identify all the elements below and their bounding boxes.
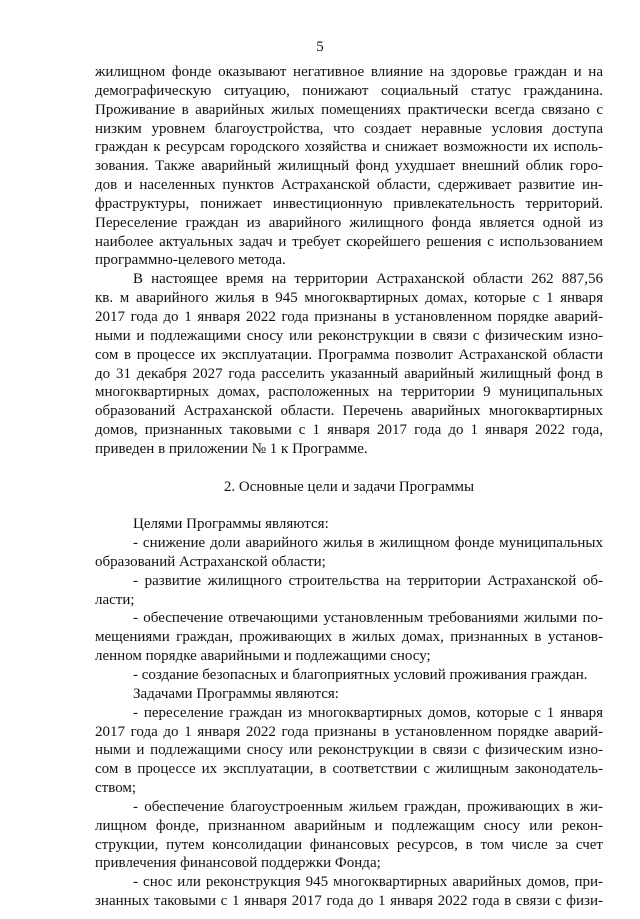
- text-line: сом в процессе их эксплуатации, в соответствии с жилищным законодатель-: [95, 761, 603, 778]
- goal-item: [95, 534, 603, 572]
- text-line: - обеспечение отвечающими установленным требованиями жилыми по-: [133, 610, 603, 627]
- text-line: приведен в приложении № 1 к Программе.: [95, 440, 368, 457]
- text-line: Проживание в аварийных жилых помещениях практически всегда связано с: [95, 101, 603, 118]
- text-line: зования. Также аварийный жилищный фонд ухудшает внешний облик горо-: [95, 158, 603, 175]
- blank-line: [95, 496, 603, 515]
- paragraph-current-situation: [95, 270, 603, 458]
- text-line: - развитие жилищного строительства на территории Астраханской об-: [133, 572, 603, 589]
- text-line: ленном порядке аварийными и подлежащими сносу;: [95, 648, 431, 665]
- tasks-intro: Задачами Программы являются:: [133, 685, 339, 702]
- blank-line: [95, 459, 603, 478]
- text-line: В настоящее время на территории Астраханской области 262 887,56: [133, 271, 603, 288]
- page-number: 5: [316, 39, 324, 55]
- text-line: программно-целевого метода.: [95, 252, 286, 269]
- text-line: мещениями граждан, проживающих в жилых домах, признанных в установ-: [95, 629, 603, 646]
- text-line: фраструктуры, понижает инвестиционную привлекательность территорий.: [95, 195, 603, 212]
- body-text: [95, 63, 603, 911]
- text-line: струкции, путем консолидации финансовых ресурсов, в том числе за счет: [95, 836, 603, 853]
- text-line: демографическую ситуацию, понижают социальный статус гражданина.: [95, 82, 603, 99]
- text-line: Переселение граждан из аварийного жилищного фонда является одной из: [95, 214, 603, 231]
- task-item: [95, 798, 603, 873]
- text-line: кв. м аварийного жилья в 945 многоквартирных домах, которые с 1 января: [95, 290, 603, 307]
- goal-item: [95, 609, 603, 666]
- text-line: образований Астраханской области;: [95, 553, 326, 570]
- text-line: ласти;: [95, 591, 135, 608]
- text-line: ными и подлежащими сносу или реконструкции в связи с физическим изно-: [95, 742, 603, 759]
- text-line: привлечения финансовой поддержки Фонда;: [95, 855, 381, 872]
- text-line: сом в процессе их эксплуатации. Программа позволит Астраханской области: [95, 346, 603, 363]
- text-line: - снос или реконструкция 945 многоквартирных аварийных домов, при-: [133, 874, 603, 891]
- text-line: ством;: [95, 780, 137, 797]
- task-item: [95, 704, 603, 798]
- goal-item: [95, 666, 603, 685]
- text-line: многоквартирных домах, расположенных на территории 9 муниципальных: [95, 384, 603, 401]
- text-line: граждан к ресурсам городского хозяйства и снижает возможности их исполь-: [95, 139, 603, 156]
- text-line: наиболее актуальных задач и требует скорейшего решения с использованием: [95, 233, 603, 250]
- text-line: - переселение граждан из многоквартирных домов, которые с 1 января: [133, 704, 603, 721]
- text-line: дов и населенных пунктов Астраханской области, сдерживает развитие ин-: [95, 177, 603, 194]
- text-line: ными и подлежащими сносу или реконструкции в связи с физическим изно-: [95, 327, 603, 344]
- text-line: жилищном фонде оказывают негативное влияние на здоровье граждан и на: [95, 64, 603, 80]
- text-line: низким уровнем благоустройства, что создает неравные условия доступа: [95, 120, 603, 137]
- task-item: [95, 873, 603, 911]
- goals-intro: Целями Программы являются:: [133, 516, 329, 533]
- section-heading: 2. Основные цели и задачи Программы: [223, 478, 475, 495]
- text-line: образований Астраханской области. Перечень аварийных многоквартирных: [95, 403, 603, 420]
- text-line: 2017 года до 1 января 2022 года признаны в установленном порядке аварий-: [95, 723, 603, 740]
- text-line: 2017 года до 1 января 2022 года признаны в установленном порядке аварий-: [95, 308, 603, 325]
- text-line: домов, признанных таковыми с 1 января 2017 года до 1 января 2022 года,: [95, 422, 603, 439]
- paragraph-continuation: [95, 63, 603, 270]
- goal-item: [95, 572, 603, 610]
- text-line: - обеспечение благоустроенным жильем граждан, проживающих в жи-: [133, 798, 603, 815]
- text-line: - снижение доли аварийного жилья в жилищном фонде муниципальных: [133, 535, 603, 552]
- text-line: лищном фонде, признанном аварийным и подлежащим сносу или рекон-: [95, 817, 603, 834]
- text-line: - создание безопасных и благоприятных условий проживания граждан.: [133, 667, 588, 683]
- text-line: знанных таковыми с 1 января 2017 года до 1 января 2022 года в связи с физи-: [95, 893, 603, 910]
- text-line: до 31 декабря 2027 года расселить указанный аварийный жилищный фонд в: [95, 365, 603, 382]
